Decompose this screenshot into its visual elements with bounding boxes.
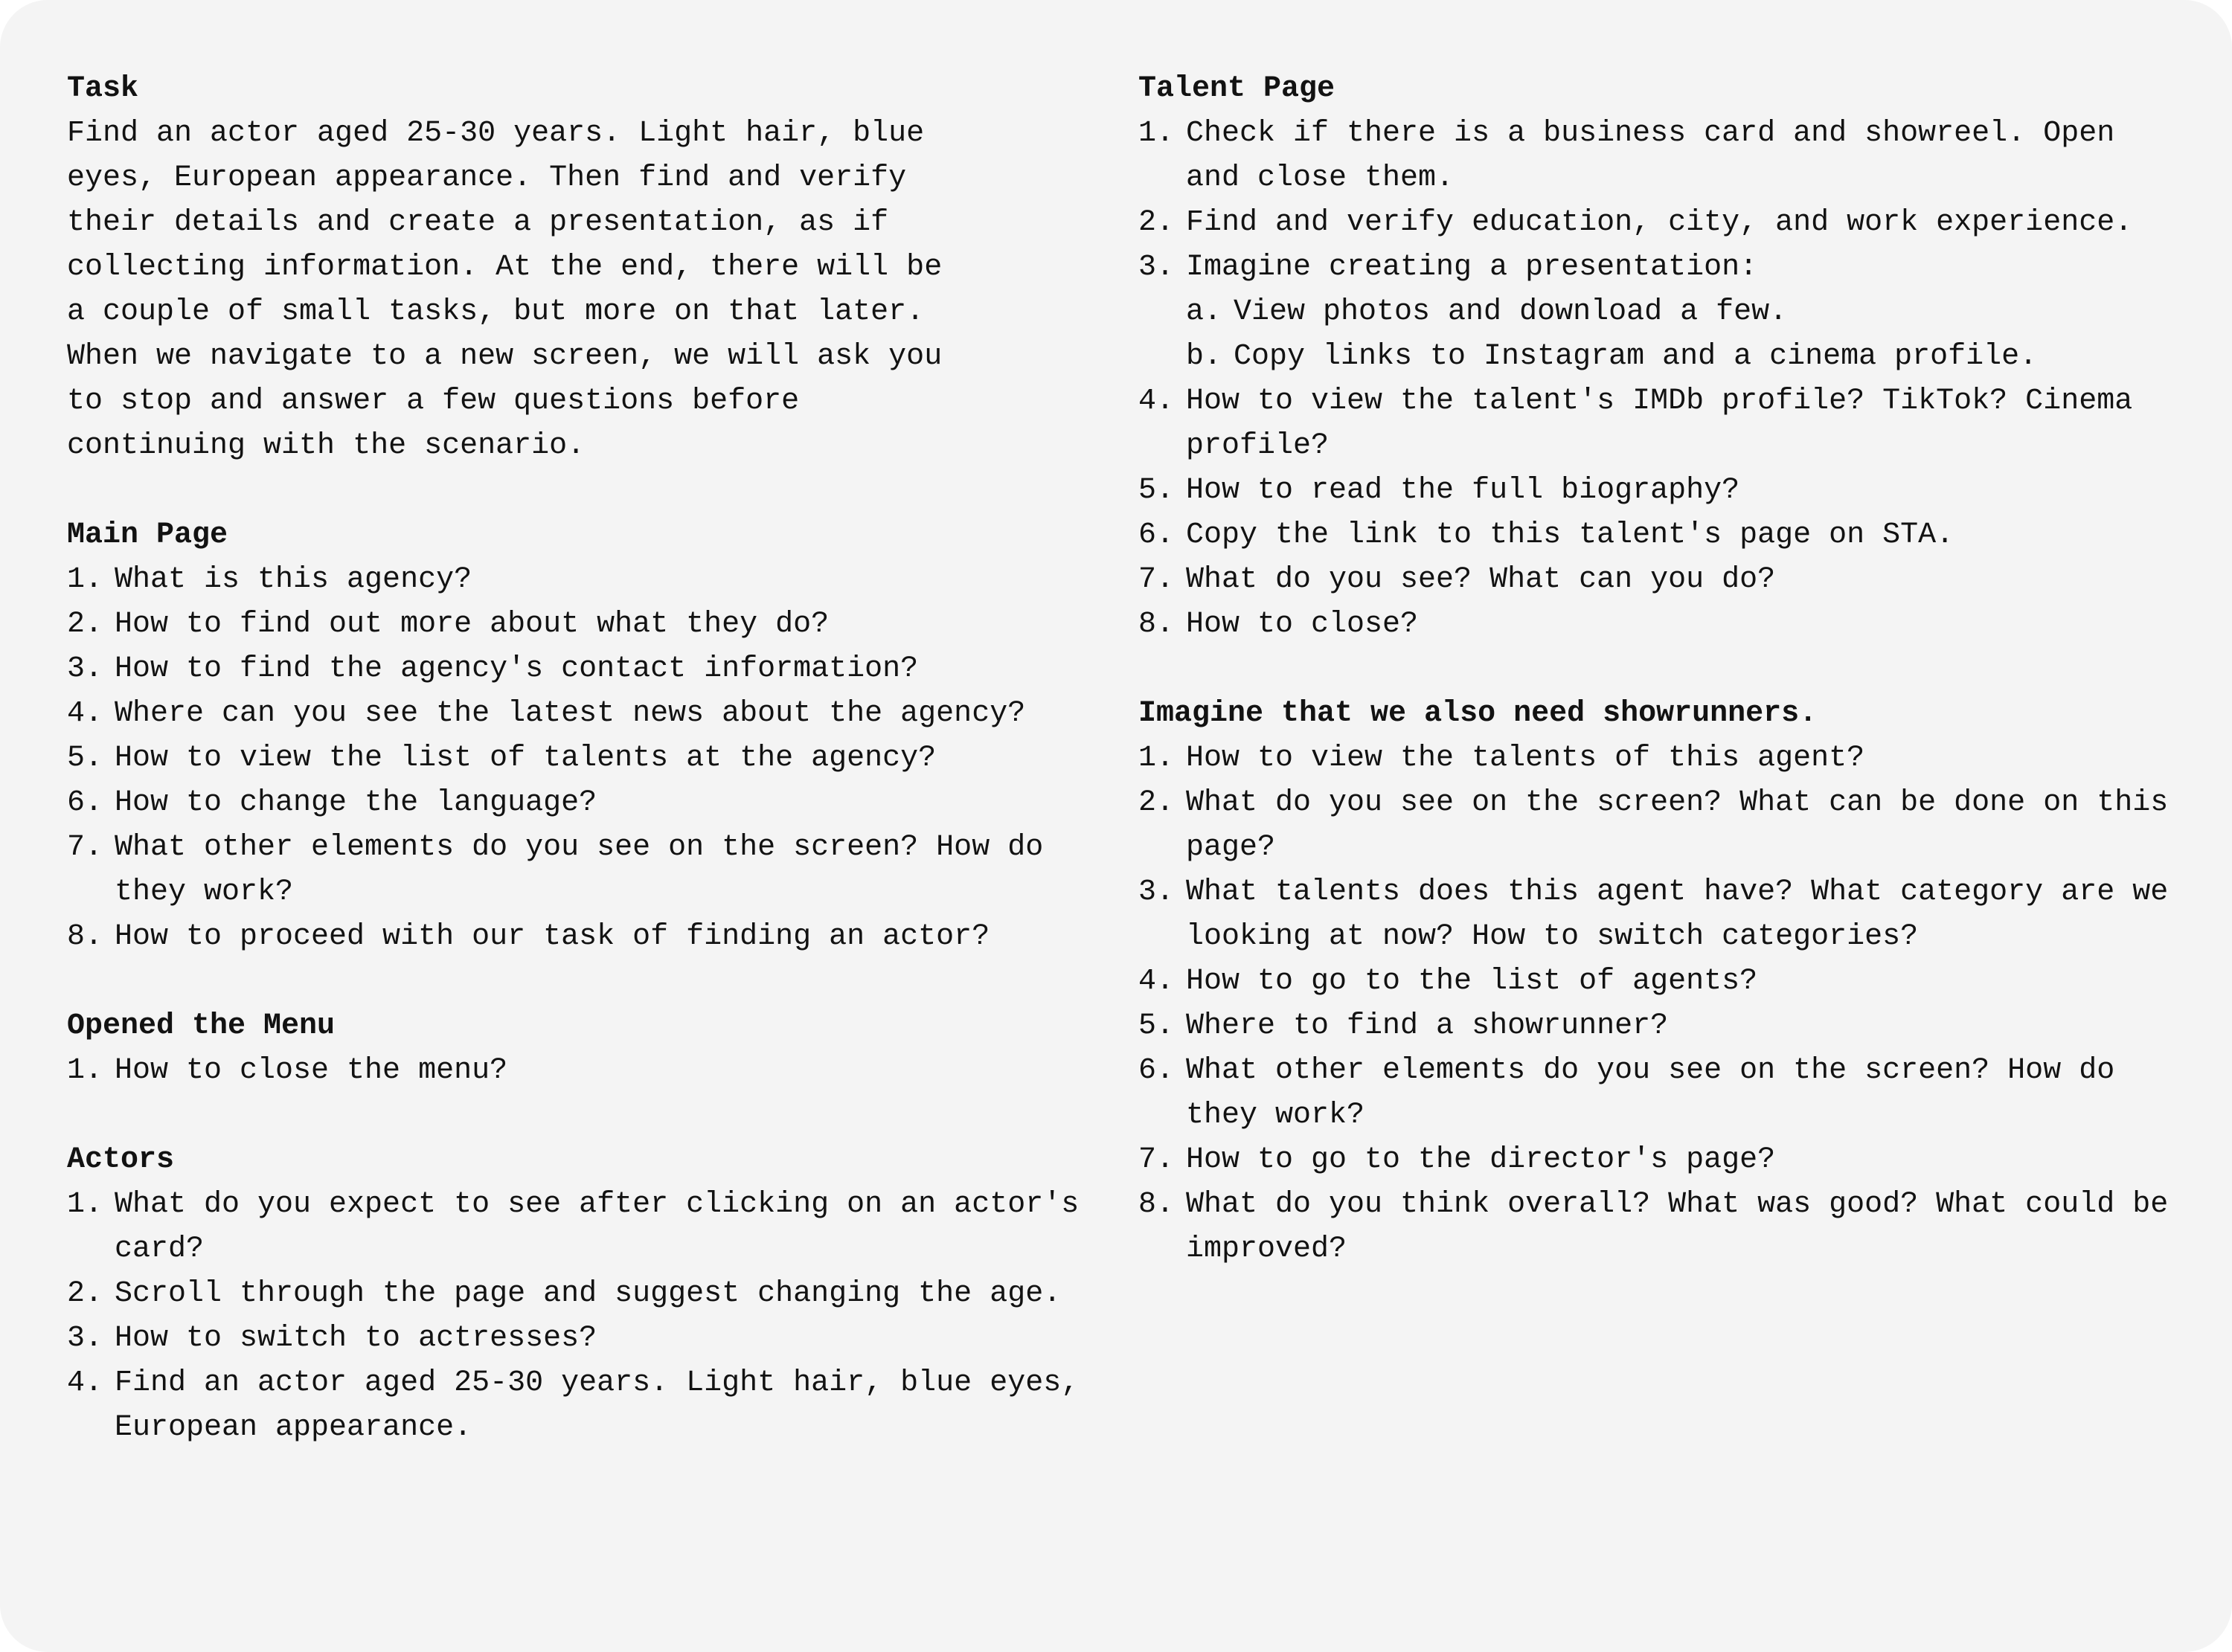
actors-section [67, 1138, 1094, 1450]
list-item-number: 3. [67, 652, 103, 686]
list-item [67, 647, 1094, 692]
list-item-number: 4. [67, 1366, 103, 1400]
main-page-heading: Main Page [67, 518, 228, 552]
list-item-text: What other elements do you see on the screen? How do they work? [115, 831, 1044, 909]
list-item-number: 3. [1138, 251, 1175, 284]
list-item [67, 826, 1094, 915]
task-line: When we navigate to a new screen, we will ask you [67, 340, 943, 373]
list-item-text: How to view the talent's IMDb profile? TikTok? Cinema profile? [1186, 385, 2133, 463]
list-item-number: 2. [67, 608, 103, 641]
talent-page-heading: Talent Page [1138, 72, 1335, 106]
list-item-text: Find an actor aged 25-30 years. Light hair, blue eyes, European appearance. [115, 1366, 1080, 1444]
list-item-text: What talents does this agent have? What category are we looking at now? How to switch categories? [1186, 875, 2169, 954]
list-item [67, 781, 1094, 826]
list-item-number: 5. [1138, 474, 1175, 507]
right-column [1138, 67, 2180, 1272]
list-item-number: b. [1186, 340, 1222, 373]
list-item-number: 5. [1138, 1009, 1175, 1043]
list-item-text: What other elements do you see on the screen? How do they work? [1186, 1054, 2115, 1132]
task-heading: Task [67, 72, 139, 106]
opened-menu-section [67, 1004, 1094, 1093]
list-item-text: How to proceed with our task of finding an actor? [115, 920, 990, 954]
list-item [67, 1272, 1094, 1317]
task-line: to stop and answer a few questions before [67, 385, 800, 418]
list-item [1138, 870, 2180, 960]
list-item [1138, 602, 2180, 647]
list-item-number: 2. [67, 1277, 103, 1311]
list-item [67, 1317, 1094, 1361]
task-line: their details and create a presentation, as if [67, 206, 889, 240]
list-item-text: Scroll through the page and suggest changing the age. [115, 1277, 1062, 1311]
list-item [1138, 201, 2180, 245]
list-item [1138, 1004, 2180, 1049]
list-item-number: 1. [1138, 742, 1175, 775]
task-section [67, 67, 1094, 469]
list-item-number: 2. [1138, 786, 1175, 820]
task-line: collecting information. At the end, there will be [67, 251, 943, 284]
list-item-number: 2. [1138, 206, 1175, 240]
list-item [1138, 245, 2180, 379]
list-item [67, 736, 1094, 781]
list-item-number: 6. [1138, 1054, 1175, 1087]
list-item [1138, 558, 2180, 602]
list-item-number: 7. [1138, 1143, 1175, 1177]
list-item-number: 7. [67, 831, 103, 864]
list-item-number: 6. [67, 786, 103, 820]
list-item-text: Check if there is a business card and showreel. Open and close them. [1186, 117, 2115, 195]
list-item-number: 1. [67, 1054, 103, 1087]
list-item-number: 8. [67, 920, 103, 954]
task-line: eyes, European appearance. Then find and verify [67, 161, 907, 195]
list-item-number: 1. [67, 563, 103, 597]
list-item-text: Find and verify education, city, and work experience. [1186, 206, 2133, 240]
talent-page-list [1138, 112, 2180, 647]
task-line: continuing with the scenario. [67, 429, 586, 463]
list-item-text: What do you expect to see after clicking on an actor's card? [115, 1188, 1080, 1266]
list-item [1138, 960, 2180, 1004]
list-item-number: 8. [1138, 608, 1175, 641]
sub-list-item [1186, 335, 2180, 379]
list-item-text: How to close? [1186, 608, 1419, 641]
talent-page-sublist [1186, 290, 2180, 379]
list-item-number: 1. [1138, 117, 1175, 150]
list-item-text: Imagine creating a presentation: [1186, 251, 1758, 284]
list-item [1138, 379, 2180, 469]
main-page-section [67, 513, 1094, 960]
task-line: Find an actor aged 25-30 years. Light hair, blue [67, 117, 925, 150]
list-item [1138, 513, 2180, 558]
opened-menu-heading: Opened the Menu [67, 1009, 336, 1043]
list-item-number: 1. [67, 1188, 103, 1221]
list-item-number: a. [1186, 295, 1222, 329]
list-item-text: What is this agency? [115, 563, 472, 597]
list-item-text: How to view the talents of this agent? [1186, 742, 1865, 775]
list-item-text: How to find the agency's contact information? [115, 652, 919, 686]
list-item [67, 558, 1094, 602]
list-item [1138, 112, 2180, 201]
list-item-text: How to go to the list of agents? [1186, 965, 1758, 998]
sub-list-item [1186, 290, 2180, 335]
list-item-text: How to find out more about what they do? [115, 608, 830, 641]
list-item [1138, 469, 2180, 513]
list-item [1138, 1049, 2180, 1138]
list-item [67, 915, 1094, 960]
list-item-number: 8. [1138, 1188, 1175, 1221]
list-item-text: How to go to the director's page? [1186, 1143, 1776, 1177]
list-item [1138, 781, 2180, 870]
list-item-text: How to switch to actresses? [115, 1322, 597, 1355]
list-item [67, 1361, 1094, 1450]
list-item-text: View photos and download a few. [1234, 295, 1788, 329]
list-item-text: How to read the full biography? [1186, 474, 1740, 507]
list-item [67, 692, 1094, 736]
main-page-list [67, 558, 1094, 960]
list-item-text: How to view the list of talents at the agency? [115, 742, 937, 775]
actors-heading: Actors [67, 1143, 175, 1177]
list-item-text: How to close the menu? [115, 1054, 508, 1087]
list-item-text: Copy links to Instagram and a cinema profile. [1234, 340, 2038, 373]
showrunners-heading: Imagine that we also need showrunners. [1138, 697, 1818, 730]
opened-menu-list [67, 1049, 1094, 1093]
list-item-number: 3. [67, 1322, 103, 1355]
list-item [1138, 736, 2180, 781]
list-item-number: 5. [67, 742, 103, 775]
actors-list [67, 1183, 1094, 1450]
list-item-text: Where can you see the latest news about the agency? [115, 697, 1026, 730]
list-item-number: 4. [1138, 385, 1175, 418]
showrunners-section [1138, 692, 2180, 1272]
list-item [67, 1183, 1094, 1272]
list-item-text: What do you see? What can you do? [1186, 563, 1776, 597]
list-item-number: 4. [67, 697, 103, 730]
showrunners-list [1138, 736, 2180, 1272]
list-item-text: What do you see on the screen? What can be done on this page? [1186, 786, 2169, 864]
left-column [67, 67, 1094, 1450]
list-item-number: 7. [1138, 563, 1175, 597]
list-item-number: 4. [1138, 965, 1175, 998]
list-item [1138, 1138, 2180, 1183]
list-item-text: How to change the language? [115, 786, 597, 820]
list-item [67, 1049, 1094, 1093]
list-item [1138, 1183, 2180, 1272]
list-item-text: Copy the link to this talent's page on STA. [1186, 518, 1954, 552]
list-item-number: 6. [1138, 518, 1175, 552]
talent-page-section [1138, 67, 2180, 647]
list-item [67, 602, 1094, 647]
list-item-text: Where to find a showrunner? [1186, 1009, 1669, 1043]
list-item-text: What do you think overall? What was good? What could be improved? [1186, 1188, 2169, 1266]
task-line: a couple of small tasks, but more on that later. [67, 295, 925, 329]
list-item-number: 3. [1138, 875, 1175, 909]
